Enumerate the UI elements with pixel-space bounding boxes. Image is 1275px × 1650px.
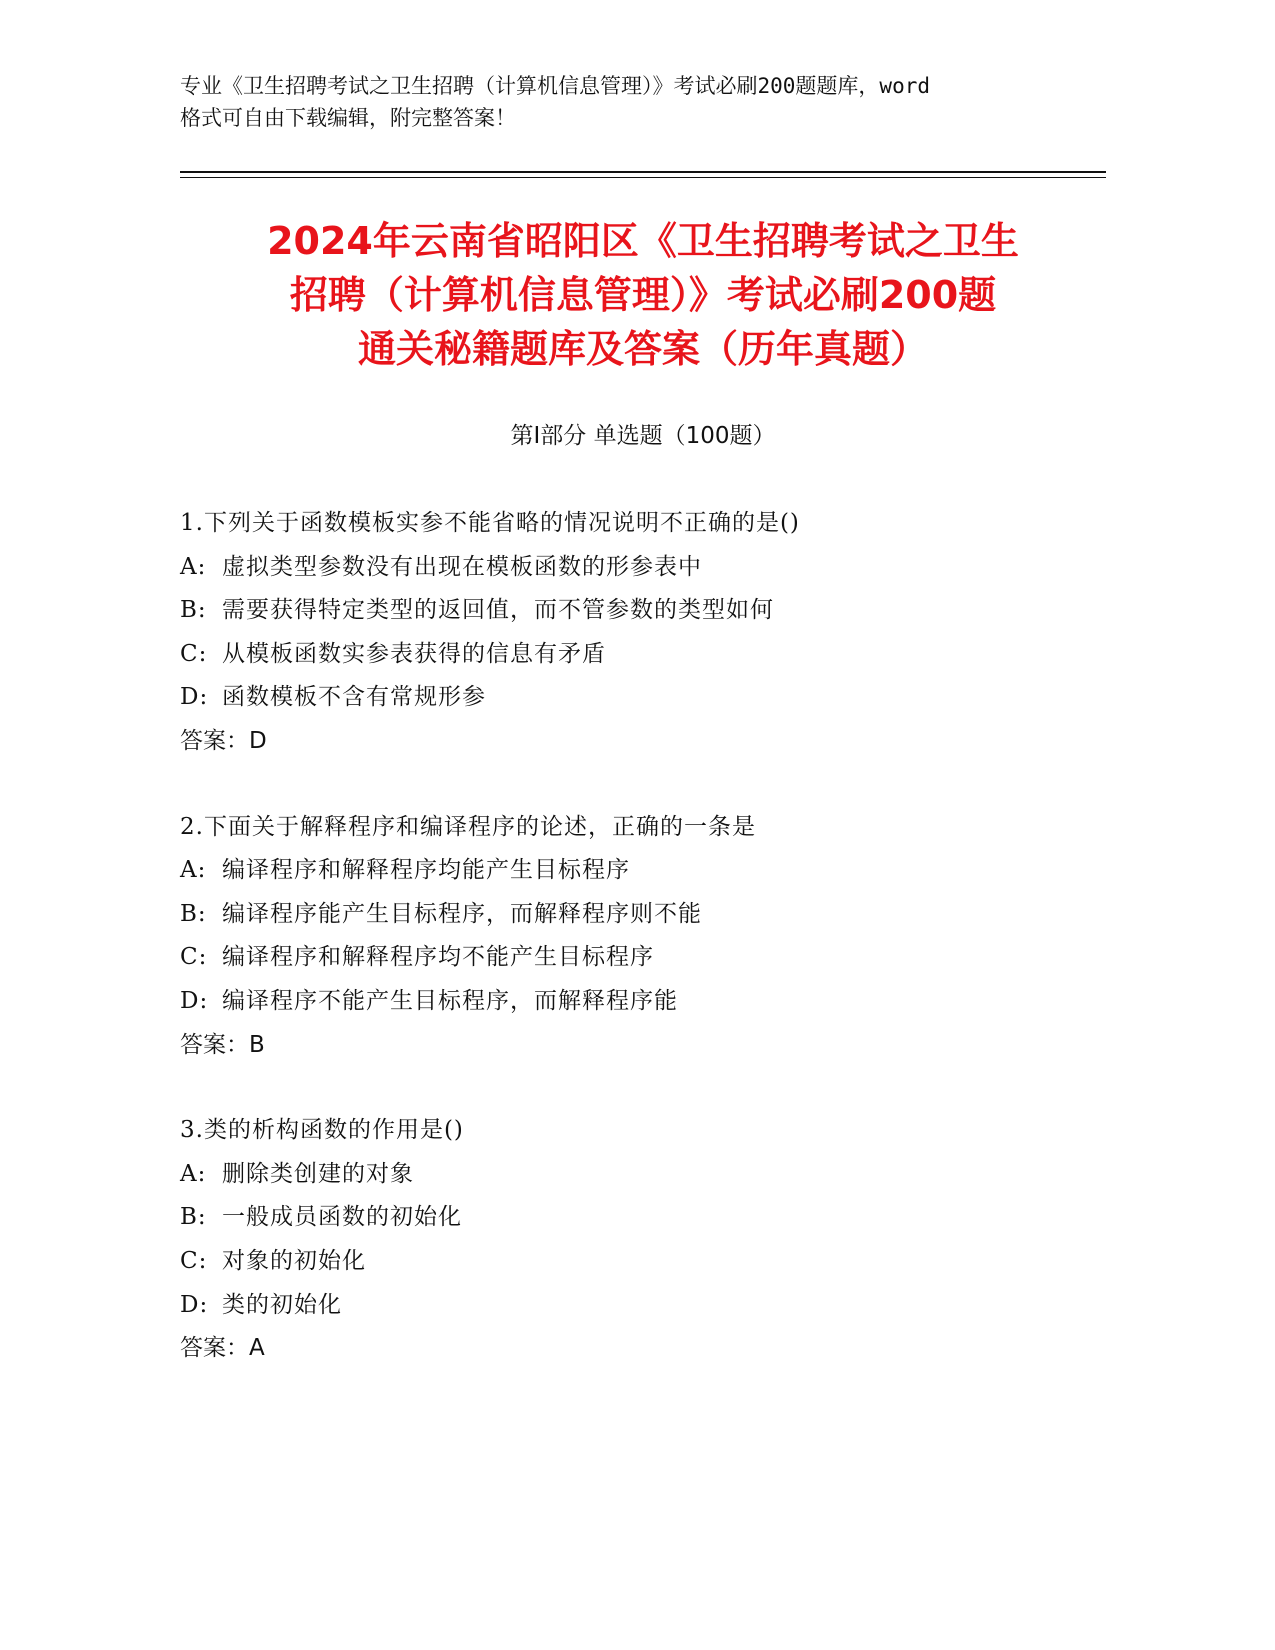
option-key: D: [180,987,209,1014]
option-d [180,1284,1106,1328]
answer-line: 答案：B [180,1031,265,1058]
option-text: 编译程序能产生目标程序，而解释程序则不能 [222,900,702,927]
question-stem: 2.下面关于解释程序和编译程序的论述，正确的一条是 [180,813,756,840]
option-d [180,676,1106,720]
question-stem: 3.类的析构函数的作用是() [180,1117,464,1144]
option-key: C: [180,640,208,667]
option-a [180,1153,1106,1197]
option-text: 删除类创建的对象 [222,1160,414,1187]
option-key: B: [180,900,207,927]
option-a [180,849,1106,893]
option-key: D: [180,684,209,711]
option-text: 编译程序和解释程序均能产生目标程序 [222,857,630,884]
answer-line: 答案：D [180,727,267,754]
question-list [180,502,1106,1413]
option-b [180,589,1106,633]
option-a [180,546,1106,590]
document-title-line-2: 招聘（计算机信息管理）》考试必刷200题 [289,273,997,317]
option-key: A: [180,553,207,580]
option-key: C: [180,944,208,971]
option-key: C: [180,1247,208,1274]
document-title-line-1: 2024年云南省昭阳区《卫生招聘考试之卫生 [267,219,1019,263]
option-text: 编译程序和解释程序均不能产生目标程序 [222,944,654,971]
option-c [180,936,1106,980]
option-d [180,980,1106,1024]
option-key: B: [180,597,207,624]
option-key: B: [180,1204,207,1231]
option-text: 函数模板不含有常规形参 [222,684,486,711]
question-3 [180,1109,1106,1371]
option-c [180,1240,1106,1284]
answer-line: 答案：A [180,1335,265,1362]
header-divider-thick [180,171,1106,173]
option-text: 需要获得特定类型的返回值，而不管参数的类型如何 [222,597,774,624]
option-c [180,633,1106,677]
question-stem: 1.下列关于函数模板实参不能省略的情况说明不正确的是() [180,510,800,536]
option-key: A: [180,857,207,884]
header-note-line-1: 专业《卫生招聘考试之卫生招聘（计算机信息管理）》考试必刷200题题库，word [180,74,930,98]
document-title-line-3: 通关秘籍题库及答案（历年真题） [357,327,928,371]
option-text: 对象的初始化 [222,1247,366,1274]
option-text: 一般成员函数的初始化 [222,1204,462,1231]
option-text: 类的初始化 [222,1291,342,1318]
header-divider-thin [180,177,1106,178]
question-1 [180,502,1106,764]
option-b [180,1196,1106,1240]
option-key: A: [180,1160,207,1187]
option-text: 虚拟类型参数没有出现在模板函数的形参表中 [222,553,702,580]
option-text: 从模板函数实参表获得的信息有矛盾 [222,640,606,667]
document-title [180,214,1106,376]
header-note-line-2: 格式可自由下载编辑，附完整答案！ [180,106,516,130]
option-b [180,893,1106,937]
question-2 [180,806,1106,1068]
option-key: D: [180,1291,209,1318]
section-heading: 第Ⅰ部分 单选题（100题） [510,423,776,449]
header-note [180,70,1060,134]
option-text: 编译程序不能产生目标程序，而解释程序能 [222,987,678,1014]
